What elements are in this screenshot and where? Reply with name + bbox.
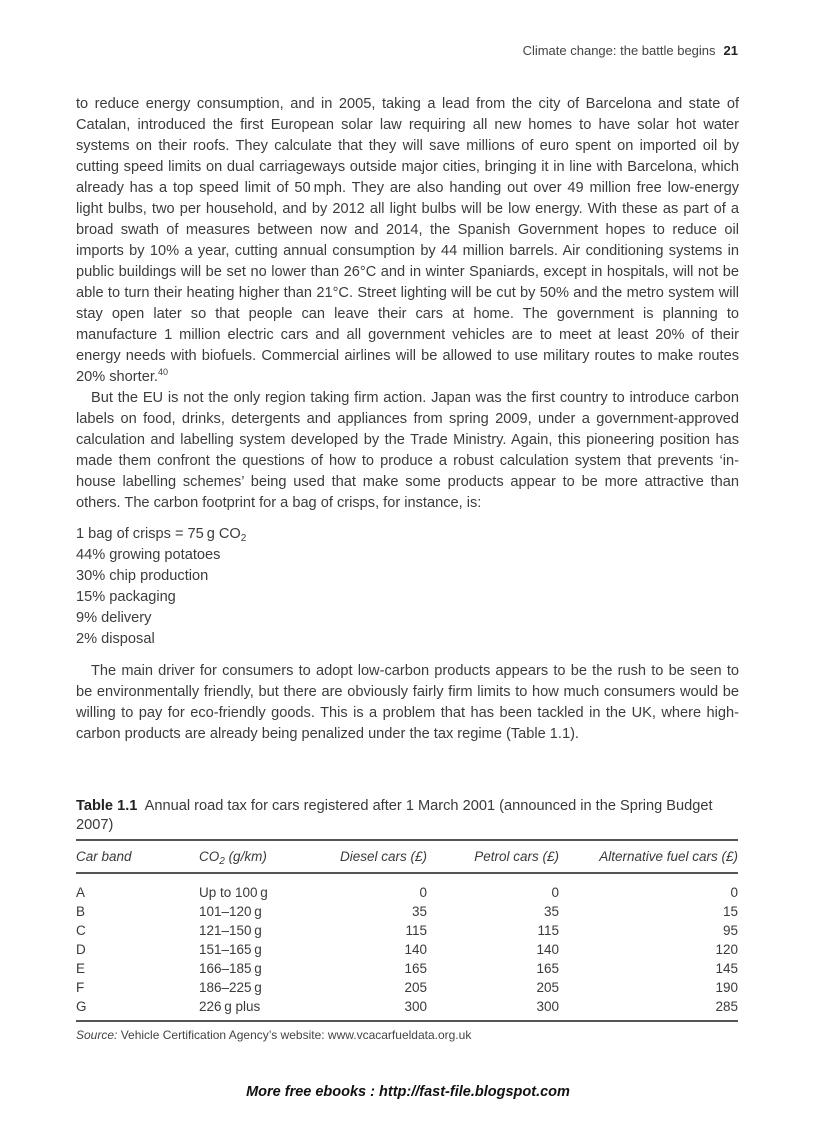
table-row xyxy=(76,921,738,940)
crisp-total-text: 1 bag of crisps = 75 g CO xyxy=(76,526,241,542)
table-row xyxy=(76,997,738,1021)
paragraph-1-text: to reduce energy consumption, and in 2005, taking a lead from the city of Barcelona and state of Catalan, introduced the first European solar law requiring all new homes to have solar hot water systems on their roofs. They calculate that they will save millions of euro spent on imported oil by cutting speed limits on dual carriageways outside major cities, bringing it in line with Barcelona, which already has a top speed limit of 50 mph. They are also handing out over 49 million free low-energy light bulbs, two per household, and by 2012 all light bulbs will be low energy. With these as part of a broad swath of measures between now and 2014, the Spanish Government hopes to reduce oil imports by 10% a year, cutting annual consumption by 44 million barrels. Air conditioning systems in public buildings will be set no lower than 26°C and in winter Spaniards, except in hospitals, will not be able to turn their heating higher than 21°C. Street lighting will be cut by 50% and the metro system will stay open later so that people can leave their cars at home. The government is planning to manufacture 1 million electric cars and all government vehicles are to meet at least 20% of their energy needs with biofuels. Commercial airlines will be allowed to use military routes to make routes 20% shorter. xyxy=(76,96,739,385)
cell-petrol: 205 xyxy=(536,980,559,995)
cell-band: E xyxy=(76,961,86,976)
cell-diesel: 140 xyxy=(404,942,427,957)
cell-band: F xyxy=(76,980,85,995)
source-text: Vehicle Certification Agency’s website: www.vcacarfueldata.org.uk xyxy=(117,1028,472,1042)
cell-petrol: 0 xyxy=(551,885,559,900)
cell-co2: 101–120 g xyxy=(199,904,262,919)
cell-petrol: 140 xyxy=(536,942,559,957)
table-row xyxy=(76,902,738,921)
cell-co2: 226 g plus xyxy=(199,999,261,1014)
header-car-band: Car band xyxy=(76,849,132,864)
table-row xyxy=(76,978,738,997)
cell-band: D xyxy=(76,942,86,957)
cell-co2: 166–185 g xyxy=(199,961,262,976)
cell-band: C xyxy=(76,923,86,938)
cell-diesel: 35 xyxy=(411,904,427,919)
table-source xyxy=(76,1028,738,1042)
cell-petrol: 115 xyxy=(537,923,559,938)
table-caption xyxy=(76,797,738,835)
footer-promo-link[interactable]: More free ebooks : http://fast-file.blogspot.com xyxy=(246,1084,570,1100)
crisp-footprint-list xyxy=(76,524,739,650)
source-label: Source: xyxy=(76,1028,118,1042)
list-item xyxy=(76,524,739,545)
cell-band: A xyxy=(76,885,86,900)
header-co2 xyxy=(199,840,330,873)
cell-petrol: 35 xyxy=(543,904,559,919)
cell-alt: 95 xyxy=(722,923,738,938)
cell-co2: Up to 100 g xyxy=(199,885,268,900)
page-number: 21 xyxy=(723,43,738,58)
cell-petrol: 165 xyxy=(536,961,559,976)
paragraph-1 xyxy=(76,94,739,388)
list-item: 44% growing potatoes xyxy=(76,547,221,563)
cell-alt: 0 xyxy=(730,885,738,900)
cell-band: G xyxy=(76,999,87,1014)
list-item: 15% packaging xyxy=(76,589,176,605)
running-title: Climate change: the battle begins xyxy=(522,43,716,58)
list-item: 2% disposal xyxy=(76,631,155,647)
table-header-row xyxy=(76,840,738,873)
cell-diesel: 0 xyxy=(419,885,427,900)
cell-alt: 120 xyxy=(715,942,738,957)
road-tax-table xyxy=(76,839,738,1022)
cell-co2: 151–165 g xyxy=(199,942,262,957)
table-row xyxy=(76,959,738,978)
header-co2-suffix: (g/km) xyxy=(224,849,267,864)
header-co2-subscript: 2 xyxy=(219,856,225,867)
paragraph-3: The main driver for consumers to adopt low-carbon products appears to be the rush to be seen to be environmentally friendly, but there are obviously fairly firm limits to how much consumers would be willing to pay for eco-friendly goods. This is a problem that has been tackled in the UK, where high-carbon products are already being penalized under the tax regime (Table 1.1). xyxy=(76,663,739,742)
header-co2-prefix: CO xyxy=(199,849,220,864)
table-row xyxy=(76,940,738,959)
body-text xyxy=(76,94,739,745)
running-head xyxy=(523,43,738,58)
paragraph-2: But the EU is not the only region taking firm action. Japan was the first country to introduce carbon labels on food, drinks, detergents and appliances from spring 2009, under a government-approved calculation and labelling system developed by the Trade Ministry. Again, this pioneering position has made them confront the questions of how to produce a robust calculation system that prevents ‘in-house labelling schemes’ being used that make some products appear to be more attractive than others. The carbon footprint for a bag of crisps, for instance, is: xyxy=(76,390,739,511)
header-diesel: Diesel cars (£) xyxy=(339,849,427,864)
list-item: 30% chip production xyxy=(76,568,209,584)
crisp-total-subscript: 2 xyxy=(240,533,247,544)
header-alt-fuel: Alternative fuel cars (£) xyxy=(599,849,738,864)
cell-alt: 190 xyxy=(715,980,738,995)
cell-alt: 145 xyxy=(715,961,738,976)
cell-petrol: 300 xyxy=(536,999,559,1014)
cell-diesel: 205 xyxy=(404,980,427,995)
table-caption-text: Annual road tax for cars registered after 1 March 2001 (announced in the Spring Budget 2007) xyxy=(76,798,713,833)
cell-diesel: 165 xyxy=(404,961,427,976)
header-petrol: Petrol cars (£) xyxy=(474,849,559,864)
cell-band: B xyxy=(76,904,86,919)
cell-diesel: 115 xyxy=(405,923,427,938)
list-item: 9% delivery xyxy=(76,610,152,626)
cell-diesel: 300 xyxy=(404,999,427,1014)
cell-co2: 186–225 g xyxy=(199,980,262,995)
footnote-ref[interactable]: 40 xyxy=(157,367,168,377)
table-label: Table 1.1 xyxy=(76,798,138,814)
table-row xyxy=(76,873,738,902)
road-tax-table-block xyxy=(76,797,738,1042)
cell-co2: 121–150 g xyxy=(199,923,262,938)
cell-alt: 285 xyxy=(715,999,738,1014)
cell-alt: 15 xyxy=(722,904,738,919)
